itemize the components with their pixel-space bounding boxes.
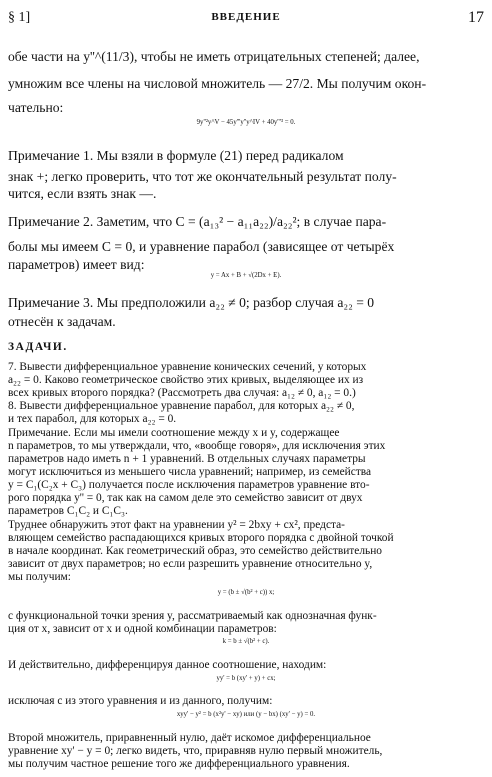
problem-line: 8. Вывести дифференциальное уравнение парабол, для которых a₂₂ ≠ 0, xyxy=(8,400,355,412)
text-line: уравнение xy' − y = 0; легко видеть, что, приравняв нулю первый множитель, xyxy=(8,745,383,757)
text-line: исключая c из этого уравнения и из данного, получим: xyxy=(8,695,273,707)
text-line: отнесён к задачам. xyxy=(8,314,116,329)
text-line: Второй множитель, приравненный нулю, даёт искомое дифференциальное xyxy=(8,732,371,744)
text-line: умножим все члены на числовой множитель — 27/2. Мы получим окон- xyxy=(8,76,427,91)
text-line: мы получим частное решение того же дифференциального уравнения. xyxy=(8,758,350,770)
formula: yy' = b (xy' + y) + cx; xyxy=(216,675,276,682)
text-line: мы получим: xyxy=(8,571,71,583)
problem-line: 7. Вывести дифференциальное уравнение конических сечений, у которых xyxy=(8,361,367,373)
note-line: Примечание. Если мы имели соотношение между x и y, содержащее xyxy=(8,427,340,439)
text-line: n параметров, то мы утверждали, что, «вообще говоря», для исключения этих xyxy=(8,440,386,452)
text-line: и тех парабол, для которых a₂₂ = 0. xyxy=(8,413,177,425)
header-page-number: 17 xyxy=(468,9,484,26)
text-line: обе части на y''^(11/3), чтобы не иметь отрицательных степеней; далее, xyxy=(8,49,420,64)
header-title: ВВЕДЕНИЕ xyxy=(211,11,281,23)
text-line: чательно: xyxy=(8,100,64,115)
note-line: Примечание 3. Мы предположили a₂₂ ≠ 0; разбор случая a₂₂ = 0 xyxy=(8,295,375,310)
text-line: зависит от двух параметров; но если разрешить уравнение относительно y, xyxy=(8,558,373,570)
text-line: чится, если взять знак —. xyxy=(8,186,157,201)
formula: y = (b ± √(b² + c)) x; xyxy=(217,589,275,596)
text-line: И действительно, дифференцируя данное соотношение, находим: xyxy=(8,659,327,671)
text-line: с функциональной точки зрения y, рассматриваемый как однозначная функ- xyxy=(8,610,377,622)
text-line: параметров надо иметь n + 1 уравнений. В отдельных случаях параметры xyxy=(8,453,366,465)
note-line: Примечание 2. Заметим, что C = (a₁₃² − a₁₁a₂₂)/a₂₂²; в случае пара- xyxy=(8,214,387,229)
text-line: y = C₁(C₂x + C₃) получается после исключения параметров уравнение вто- xyxy=(8,479,370,491)
text-line: параметров) имеет вид: xyxy=(8,257,145,272)
formula: xyy' − y² = b (x²y' − xy) или (y − bx) (xy' − y) = 0. xyxy=(176,711,316,718)
text-line: параметров C₁C₂ и C₁C₃. xyxy=(8,505,128,517)
formula: 9y''²y^V − 45y'''y''y^IV + 40y'''³ = 0. xyxy=(196,119,296,126)
section-heading: ЗАДАЧИ. xyxy=(8,341,68,353)
text-line: рого порядка y'' = 0, так как на самом деле это семейство зависит от двух xyxy=(8,492,363,504)
text-line: в начале координат. Как геометрический образ, это семейство действительно xyxy=(8,545,382,557)
note-line: Примечание 1. Мы взяли в формуле (21) перед радикалом xyxy=(8,148,344,163)
text-line: всех кривых второго порядка? (Рассмотреть два случая: a₁₂ ≠ 0, a₁₂ = 0.) xyxy=(8,387,356,399)
text-line: Труднее обнаружить этот факт на уравнении y² = 2bxy + cx², предста- xyxy=(8,519,345,531)
text-line: могут исключиться из меньшего числа уравнений; например, из семейства xyxy=(8,466,372,478)
text-line: болы мы имеем C = 0, и уравнение парабол (зависящее от четырёх xyxy=(8,239,395,254)
formula: y = Ax + B + √(2Dx + E). xyxy=(210,272,282,279)
header-section: § 1] xyxy=(8,10,31,25)
text-line: a₂₂ = 0. Каково геометрическое свойство этих кривых, выделяющее их из xyxy=(8,374,364,386)
text-line: ция от x, зависит от x и одной комбинации параметров: xyxy=(8,623,277,635)
formula: k = b ± √(b² + c). xyxy=(222,638,270,645)
text-line: знак +; легко проверить, что тот же окончательный результат полу- xyxy=(8,169,397,184)
text-line: вляющем семейство распадающихся кривых второго порядка с двойной точкой xyxy=(8,532,394,544)
